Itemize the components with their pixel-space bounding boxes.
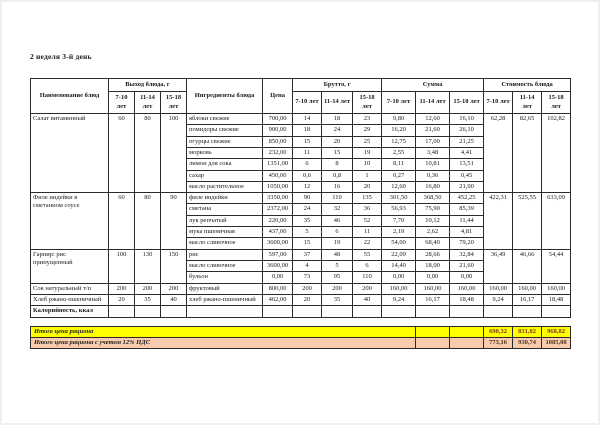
empty-cell — [382, 306, 416, 317]
price-cell: 597,00 — [263, 249, 293, 260]
sum-cell: 16,17 — [416, 294, 450, 305]
age-col-header: 15-18 лет — [450, 92, 484, 114]
sum-cell: 21,00 — [450, 181, 484, 192]
calories-label-cell: Калорийность, ккал — [31, 306, 109, 317]
menu-table — [30, 78, 571, 318]
ingredient-row — [31, 249, 571, 260]
sum-cell: 79,20 — [450, 238, 484, 249]
brutto-cell: 35 — [322, 294, 353, 305]
output-grams-cell: 80 — [135, 193, 161, 250]
brutto-cell: 24 — [293, 204, 322, 215]
ingredient-name-cell: хлеб ржано-пшеничный — [187, 294, 263, 305]
brutto-cell: 6 — [293, 159, 322, 170]
sum-cell: 0,00 — [382, 272, 416, 283]
brutto-cell: 15 — [293, 238, 322, 249]
dish-cost-cell: 160,00 — [542, 283, 571, 294]
dish-cost-cell: 422,31 — [484, 193, 513, 250]
price-cell: 437,00 — [263, 227, 293, 238]
sum-cell: 10,81 — [416, 159, 450, 170]
sum-cell: 7,70 — [382, 215, 416, 226]
price-cell: 2372,00 — [263, 204, 293, 215]
brutto-cell: 1 — [353, 170, 382, 181]
dish-cost-cell: 160,00 — [484, 283, 513, 294]
ingredient-name-cell: сметана — [187, 204, 263, 215]
brutto-cell: 22 — [353, 238, 382, 249]
price-cell: 232,00 — [263, 147, 293, 158]
brutto-cell: 95 — [322, 272, 353, 283]
brutto-cell: 15 — [293, 136, 322, 147]
empty-cell — [109, 306, 135, 317]
output-grams-cell: 40 — [161, 294, 187, 305]
output-grams-cell: 60 — [109, 193, 135, 250]
sum-cell: 75,90 — [416, 204, 450, 215]
sum-cell: 452,25 — [450, 193, 484, 204]
dish-cost-cell: 633,09 — [542, 193, 571, 250]
sum-cell: 160,00 — [416, 283, 450, 294]
sum-cell: 3,48 — [416, 147, 450, 158]
brutto-cell: 14 — [293, 113, 322, 124]
age-col-header: 15-18 лет — [161, 92, 187, 114]
total-row-ration — [31, 326, 571, 337]
brutto-cell: 11 — [353, 227, 382, 238]
ingredient-name-cell: огурцы свежие — [187, 136, 263, 147]
price-cell: 3600,00 — [263, 261, 293, 272]
age-col-header: 11-14 лет — [322, 92, 353, 114]
ingredient-name-cell: рис — [187, 249, 263, 260]
age-col-header: 7-10 лет — [293, 92, 322, 114]
price-cell: 450,00 — [263, 170, 293, 181]
sum-cell: 160,00 — [382, 283, 416, 294]
price-cell: 3600,00 — [263, 238, 293, 249]
ingredient-name-cell: масло растительное — [187, 181, 263, 192]
col-header-output: Выход блюда, г — [109, 79, 187, 92]
brutto-cell: 18 — [293, 125, 322, 136]
empty-cell — [416, 306, 450, 317]
brutto-cell: 200 — [322, 283, 353, 294]
sum-cell: 17,00 — [416, 136, 450, 147]
output-grams-cell: 35 — [135, 294, 161, 305]
age-col-header: 7-10 лет — [109, 92, 135, 114]
total-label: Итого цена рациона с учетом 12% НДС — [31, 337, 416, 348]
output-grams-cell: 100 — [161, 113, 187, 192]
sum-cell: 12,60 — [416, 113, 450, 124]
empty-cell — [450, 337, 484, 348]
output-grams-cell: 130 — [135, 249, 161, 283]
ingredient-name-cell: мука пшеничная — [187, 227, 263, 238]
sum-cell: 11,44 — [450, 215, 484, 226]
brutto-cell: 5 — [322, 261, 353, 272]
sum-cell: 28,66 — [416, 249, 450, 260]
sum-cell: 2,19 — [382, 227, 416, 238]
col-header-sum: Сумма — [382, 79, 484, 92]
sum-cell: 21,60 — [450, 261, 484, 272]
empty-cell — [450, 306, 484, 317]
sum-cell: 8,11 — [382, 159, 416, 170]
col-header-dish-name: Наименование блюд — [31, 79, 109, 114]
sum-cell: 12,75 — [382, 136, 416, 147]
sum-cell: 68,40 — [416, 238, 450, 249]
sum-cell: 54,00 — [382, 238, 416, 249]
sum-cell: 32,84 — [450, 249, 484, 260]
empty-cell — [484, 306, 513, 317]
empty-cell — [161, 306, 187, 317]
brutto-cell: 4 — [293, 261, 322, 272]
empty-cell — [263, 306, 293, 317]
empty-cell — [416, 326, 450, 337]
total-value-15-18: 1085,08 — [542, 337, 571, 348]
brutto-cell: 6 — [353, 261, 382, 272]
age-col-header: 11-14 лет — [416, 92, 450, 114]
price-cell: 3350,00 — [263, 193, 293, 204]
brutto-cell: 15 — [322, 147, 353, 158]
total-value-11-14: 930,74 — [513, 337, 542, 348]
dish-cost-cell: 46,66 — [513, 249, 542, 283]
brutto-cell: 32 — [322, 204, 353, 215]
table-body — [31, 113, 571, 317]
dish-cost-cell: 16,17 — [513, 294, 542, 305]
sum-cell: 0,27 — [382, 170, 416, 181]
brutto-cell: 48 — [322, 249, 353, 260]
col-header-ingredients: Ингредиенты блюда — [187, 79, 263, 114]
age-col-header: 7-10 лет — [484, 92, 513, 114]
sum-cell: 368,50 — [416, 193, 450, 204]
dish-cost-cell: 102,82 — [542, 113, 571, 192]
brutto-cell: 29 — [353, 125, 382, 136]
dish-cost-cell: 82,65 — [513, 113, 542, 192]
header-row-ages — [31, 92, 571, 114]
sum-cell: 4,41 — [450, 147, 484, 158]
sum-cell: 301,50 — [382, 193, 416, 204]
price-cell: 900,00 — [263, 125, 293, 136]
total-value-11-14: 831,02 — [513, 326, 542, 337]
brutto-cell: 19 — [322, 238, 353, 249]
total-value-7-10: 773,16 — [484, 337, 513, 348]
dish-cost-cell: 9,24 — [484, 294, 513, 305]
calories-row — [31, 306, 571, 317]
sum-cell: 2,55 — [382, 147, 416, 158]
dish-cost-cell: 160,00 — [513, 283, 542, 294]
price-cell: 1050,00 — [263, 181, 293, 192]
sum-cell: 13,51 — [450, 159, 484, 170]
output-grams-cell: 20 — [109, 294, 135, 305]
price-cell: 850,00 — [263, 136, 293, 147]
ingredient-name-cell: бульон — [187, 272, 263, 283]
brutto-cell: 200 — [293, 283, 322, 294]
ingredient-name-cell: лимон для сока — [187, 159, 263, 170]
output-grams-cell: 150 — [161, 249, 187, 283]
sum-cell: 18,00 — [416, 261, 450, 272]
output-grams-cell: 80 — [135, 113, 161, 192]
brutto-cell: 110 — [353, 272, 382, 283]
brutto-cell: 36 — [353, 204, 382, 215]
sum-cell: 0,00 — [450, 272, 484, 283]
ingredient-name-cell: яблоки свежие — [187, 113, 263, 124]
output-grams-cell: 90 — [161, 193, 187, 250]
empty-cell — [416, 337, 450, 348]
ingredient-name-cell: сахар — [187, 170, 263, 181]
sum-cell: 14,40 — [382, 261, 416, 272]
brutto-cell: 8 — [322, 159, 353, 170]
sum-cell: 9,80 — [382, 113, 416, 124]
total-row-ration-vat — [31, 337, 571, 348]
brutto-cell: 18 — [322, 113, 353, 124]
output-grams-cell: 200 — [109, 283, 135, 294]
dish-name-cell: Салат витаминный — [31, 113, 109, 192]
empty-cell — [322, 306, 353, 317]
sum-cell: 21,60 — [416, 125, 450, 136]
empty-cell — [187, 306, 263, 317]
brutto-cell: 5 — [293, 227, 322, 238]
totals-table — [30, 326, 571, 350]
sum-cell: 21,25 — [450, 136, 484, 147]
brutto-cell: 10 — [353, 159, 382, 170]
brutto-cell: 20 — [293, 294, 322, 305]
table-header — [31, 79, 571, 114]
price-cell: 700,00 — [263, 113, 293, 124]
price-cell: 220,00 — [263, 215, 293, 226]
output-grams-cell: 200 — [135, 283, 161, 294]
brutto-cell: 90 — [293, 193, 322, 204]
ingredient-name-cell: помидоры свежие — [187, 125, 263, 136]
age-col-header: 11-14 лет — [135, 92, 161, 114]
empty-cell — [135, 306, 161, 317]
age-col-header: 15-18 лет — [353, 92, 382, 114]
ingredient-name-cell: лук репчатый — [187, 215, 263, 226]
sum-cell: 2,62 — [416, 227, 450, 238]
empty-cell — [353, 306, 382, 317]
brutto-cell: 200 — [353, 283, 382, 294]
sum-cell: 0,45 — [450, 170, 484, 181]
brutto-cell: 135 — [353, 193, 382, 204]
brutto-cell: 6 — [322, 227, 353, 238]
ingredient-row — [31, 193, 571, 204]
price-cell: 462,00 — [263, 294, 293, 305]
ingredient-row — [31, 113, 571, 124]
sum-cell: 160,00 — [450, 283, 484, 294]
price-cell: 800,00 — [263, 283, 293, 294]
output-grams-cell: 200 — [161, 283, 187, 294]
brutto-cell: 25 — [353, 136, 382, 147]
ingredient-row — [31, 294, 571, 305]
sum-cell: 4,81 — [450, 227, 484, 238]
brutto-cell: 35 — [293, 215, 322, 226]
brutto-cell: 73 — [293, 272, 322, 283]
brutto-cell: 20 — [322, 136, 353, 147]
sum-cell: 16,20 — [382, 125, 416, 136]
page-title: 2 неделя 3-й день — [30, 52, 92, 61]
sum-cell: 16,80 — [416, 181, 450, 192]
sum-cell: 26,10 — [450, 125, 484, 136]
brutto-cell: 0,6 — [293, 170, 322, 181]
brutto-cell: 12 — [293, 181, 322, 192]
brutto-cell: 46 — [322, 215, 353, 226]
brutto-cell: 110 — [322, 193, 353, 204]
total-value-7-10: 690,32 — [484, 326, 513, 337]
dish-name-cell: Гарнир: рис припущенный — [31, 249, 109, 283]
price-cell: 1351,00 — [263, 159, 293, 170]
brutto-cell: 52 — [353, 215, 382, 226]
dish-name-cell: Сок натуральный т/п — [31, 283, 109, 294]
col-header-cost: Стоимость блюда — [484, 79, 571, 92]
empty-cell — [513, 306, 542, 317]
empty-cell — [293, 306, 322, 317]
sum-cell: 9,24 — [382, 294, 416, 305]
dish-cost-cell: 525,55 — [513, 193, 542, 250]
empty-cell — [450, 326, 484, 337]
ingredient-row — [31, 283, 571, 294]
brutto-cell: 23 — [353, 113, 382, 124]
age-col-header: 15-18 лет — [542, 92, 571, 114]
sum-cell: 16,10 — [450, 113, 484, 124]
brutto-cell: 19 — [353, 147, 382, 158]
sum-cell: 0,36 — [416, 170, 450, 181]
age-col-header: 7-10 лет — [382, 92, 416, 114]
output-grams-cell: 100 — [109, 249, 135, 283]
brutto-cell: 0,8 — [322, 170, 353, 181]
ingredient-name-cell: фруктовый — [187, 283, 263, 294]
total-label: Итого цена рациона — [31, 326, 416, 337]
sum-cell: 56,93 — [382, 204, 416, 215]
ingredient-name-cell: морковь — [187, 147, 263, 158]
sum-cell: 85,39 — [450, 204, 484, 215]
dish-cost-cell: 62,28 — [484, 113, 513, 192]
brutto-cell: 24 — [322, 125, 353, 136]
header-row-groups — [31, 79, 571, 92]
age-col-header: 11-14 лет — [513, 92, 542, 114]
sum-cell: 10,12 — [416, 215, 450, 226]
col-header-brutto: Брутто, г — [293, 79, 382, 92]
brutto-cell: 55 — [353, 249, 382, 260]
brutto-cell: 37 — [293, 249, 322, 260]
dish-name-cell: Филе индейки в сметанном соусе — [31, 193, 109, 250]
price-cell: 0,00 — [263, 272, 293, 283]
ingredient-name-cell: масло сливочное — [187, 261, 263, 272]
total-value-15-18: 968,82 — [542, 326, 571, 337]
output-grams-cell: 60 — [109, 113, 135, 192]
dish-name-cell: Хлеб ржано-пшеничный — [31, 294, 109, 305]
brutto-cell: 16 — [322, 181, 353, 192]
sum-cell: 22,09 — [382, 249, 416, 260]
dish-cost-cell: 36,49 — [484, 249, 513, 283]
brutto-cell: 40 — [353, 294, 382, 305]
sum-cell: 18,48 — [450, 294, 484, 305]
brutto-cell: 11 — [293, 147, 322, 158]
ingredient-name-cell: филе индейки — [187, 193, 263, 204]
dish-cost-cell: 18,48 — [542, 294, 571, 305]
sum-cell: 0,00 — [416, 272, 450, 283]
sum-cell: 12,60 — [382, 181, 416, 192]
dish-cost-cell: 54,44 — [542, 249, 571, 283]
ingredient-name-cell: масло сливочное — [187, 238, 263, 249]
brutto-cell: 20 — [353, 181, 382, 192]
empty-cell — [542, 306, 571, 317]
col-header-price: Цена — [263, 79, 293, 114]
